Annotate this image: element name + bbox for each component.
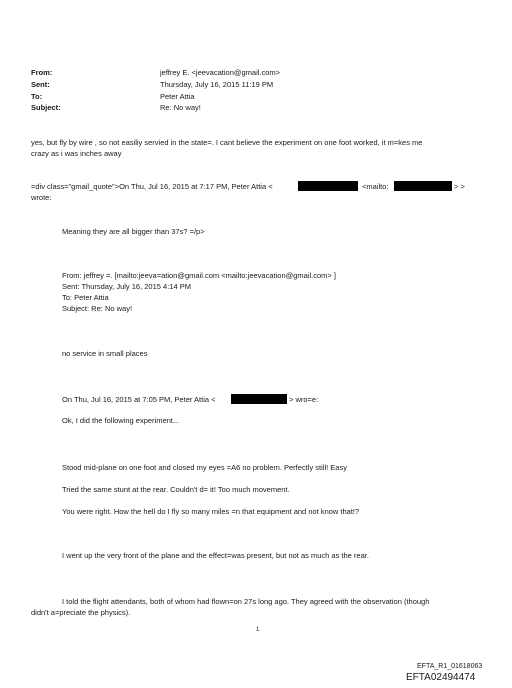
meaning-line: Meaning they are all bigger than 37s? =/p> <box>62 227 205 236</box>
told-line-2: didn't a=preciate the physics). <box>31 608 131 617</box>
went-up-line: I went up the very front of the plane and the effect=was present, but not as much as the rear. <box>62 551 369 560</box>
reply-line-2: crazy as i was inches away <box>31 149 122 158</box>
redaction-bar <box>231 394 287 404</box>
stood-line: Stood mid-plane on one foot and closed my eyes =A6 no problem. Perfectly still! Easy <box>62 463 347 472</box>
from-value: jeffrey E. <jeevacation@gmail.com> <box>160 68 281 77</box>
doc-id-large: EFTA02494474 <box>406 672 476 683</box>
tried-line: Tried the same stunt at the rear. Couldn't d= it! Too much movement. <box>62 485 290 494</box>
to-value: Peter Attia <box>160 92 195 101</box>
subject-value: Re: No way! <box>160 103 201 112</box>
reply-line-1: yes, but fly by wire , so not easiliy servied in the state=. I cant believe the experiment on one foot worked, it m=kes me <box>31 138 423 147</box>
doc-id-small: EFTA_R1_01618063 <box>417 663 483 670</box>
sent-label: Sent: <box>31 80 50 89</box>
sent-value: Thursday, July 16, 2015 11:19 PM <box>160 80 274 89</box>
told-line-1: I told the flight attendants, both of whom had flown=on 27s long ago. They agreed with the observation (though <box>62 597 430 606</box>
on-thu-a: On Thu, Jul 16, 2015 at 7:05 PM, Peter Attia < <box>62 395 216 404</box>
forward-subject: Subject: Re: No way! <box>62 304 133 313</box>
forward-sent: Sent: Thursday, July 16, 2015 4:14 PM <box>62 282 191 291</box>
page-number: 1 <box>256 627 260 633</box>
forward-from: From: jeffrey =. [mailto:jeeva=ation@gmail.com <mailto:jeevacation@gmail.com> ] <box>62 271 336 280</box>
from-label: From: <box>31 68 53 77</box>
quote-header-a: =div class="gmail_quote">On Thu, Jul 16, 2015 at 7:17 PM, Peter Attia < <box>31 182 273 191</box>
on-thu-b: > wro=e: <box>289 395 319 404</box>
right-line: You were right. How the hell do I fly so many miles =n that equipment and not know that!? <box>62 507 360 516</box>
quote-header-wrote: wrote: <box>31 193 52 202</box>
forward-to: To: Peter Attia <box>62 293 109 302</box>
subject-label: Subject: <box>31 103 61 112</box>
quote-header-b: <mailto: <box>362 182 389 191</box>
redaction-bar <box>394 181 452 191</box>
to-label: To: <box>31 92 43 101</box>
no-service-line: no service in small places <box>62 349 148 358</box>
quote-header-c: > > <box>454 182 465 191</box>
redaction-bar <box>298 181 358 191</box>
ok-line: Ok, I did the following experiment... <box>62 416 180 425</box>
